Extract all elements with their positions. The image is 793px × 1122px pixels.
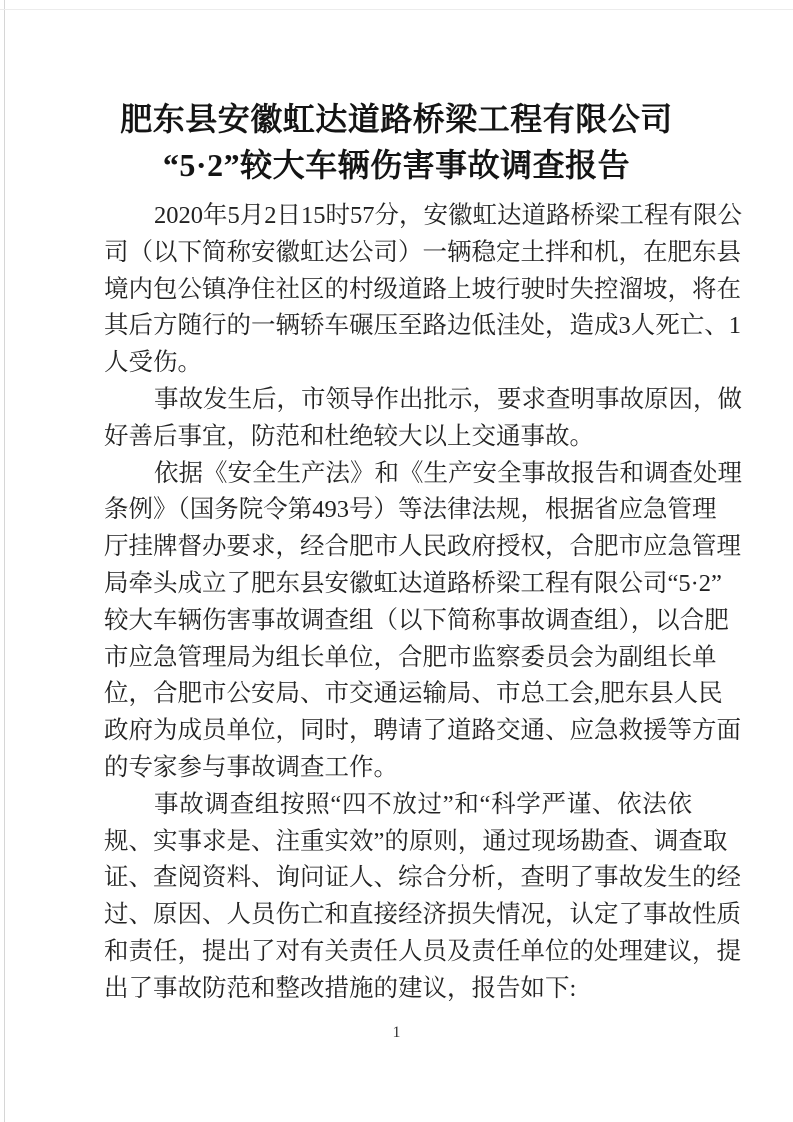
body-line: 2020年5月2日15时57分，安徽虹达道路桥梁工程有限公 <box>154 202 742 229</box>
body-line: 依据《安全生产法》和《生产安全事故报告和调查处理 <box>154 459 742 487</box>
page-footer <box>0 1024 793 1042</box>
body-line: 条例》（国务院令第493号）等法律法规，根据省应急管理 <box>104 496 717 524</box>
body-line: 事故调查组按照“四不放过”和“科学严谨、依法依 <box>154 790 692 818</box>
body-line: 和责任，提出了对有关责任人员及责任单位的处理建议，提 <box>104 937 741 965</box>
body-line: 规、实事求是、注重实效”的原则，通过现场勘查、调查取 <box>104 827 728 855</box>
document-body <box>104 198 742 1008</box>
title-line-1: 肥东县安徽虹达道路桥梁工程有限公司 <box>120 101 673 137</box>
body-line: 证、查阅资料、询问证人、综合分析，查明了事故发生的经 <box>104 864 741 892</box>
body-line: 局牵头成立了肥东县安徽虹达道路桥梁工程有限公司“5·2” <box>104 569 722 597</box>
body-line: 过、原因、人员伤亡和直接经济损失情况，认定了事故性质 <box>104 901 741 929</box>
title-line-2: “5·2”较大车辆伤害事故调查报告 <box>162 147 631 183</box>
body-line: 厅挂牌督办要求，经合肥市人民政府授权，合肥市应急管理 <box>104 533 741 561</box>
scan-edge-top <box>0 9 793 10</box>
body-line: 的专家参与事故调查工作。 <box>104 753 398 781</box>
body-line: 好善后事宜，防范和杜绝较大以上交通事故。 <box>104 422 594 450</box>
body-line: 市应急管理局为组长单位，合肥市监察委员会为副组长单 <box>104 643 717 671</box>
body-line: 出了事故防范和整改措施的建议，报告如下: <box>104 974 577 1002</box>
body-line: 位，合肥市公安局、市交通运输局、市总工会,肥东县人民 <box>104 680 723 708</box>
body-line: 人受伤。 <box>104 349 202 377</box>
body-line: 司（以下简称安徽虹达公司）一辆稳定土拌和机，在肥东县 <box>104 238 741 266</box>
body-line: 其后方随行的一辆轿车碾压至路边低洼处，造成3人死亡、1 <box>104 312 741 340</box>
body-line: 政府为成员单位，同时，聘请了道路交通、应急救援等方面 <box>104 717 741 745</box>
document-title <box>0 96 793 188</box>
page-number: 1 <box>392 1024 401 1041</box>
body-line: 较大车辆伤害事故调查组（以下简称事故调查组），以合肥 <box>104 606 729 634</box>
body-line: 境内包公镇净住社区的村级道路上坡行驶时失控溜坡，将在 <box>104 275 741 303</box>
body-line: 事故发生后，市领导作出批示，要求查明事故原因，做 <box>154 385 742 413</box>
